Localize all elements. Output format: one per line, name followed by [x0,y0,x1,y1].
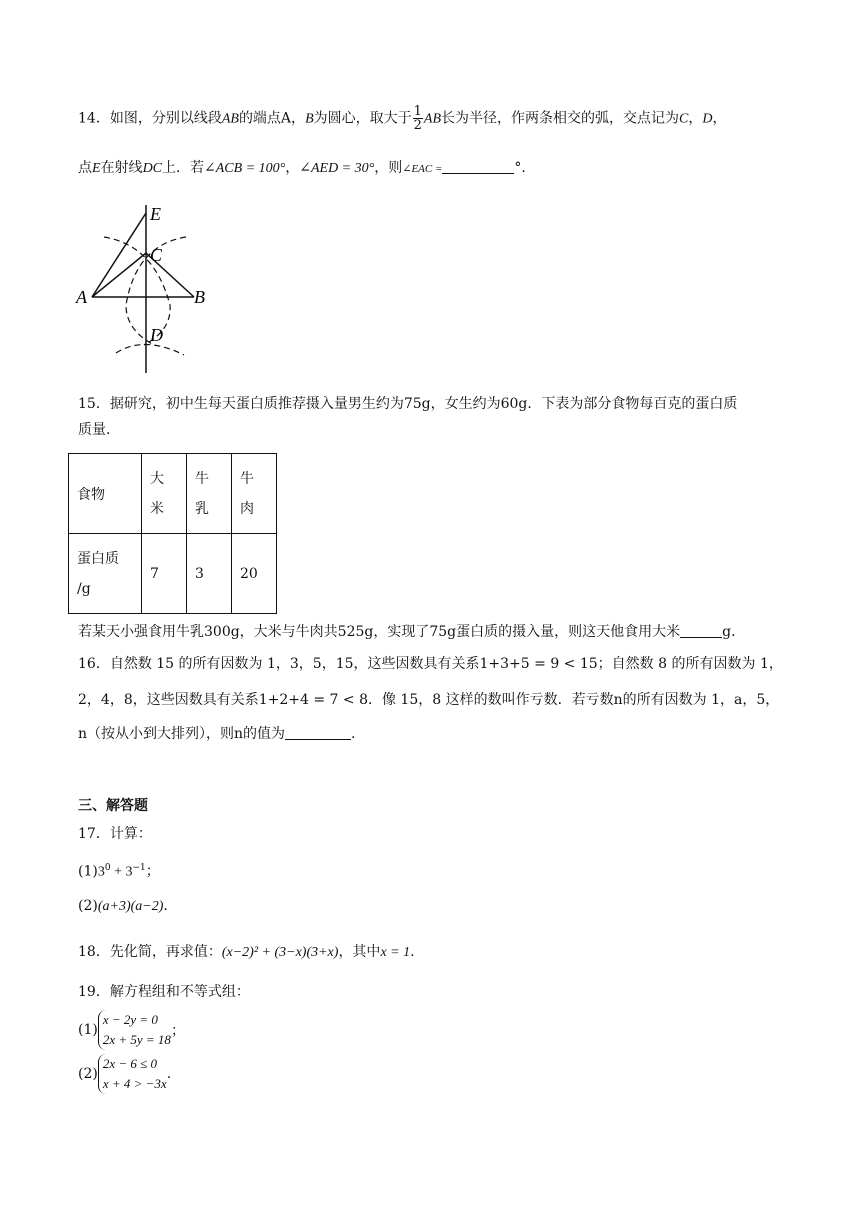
q14-text: 长为半径，作两条相交的弧，交点记为 [441,110,680,127]
segment-ac [92,253,146,297]
protein-table [68,453,277,614]
label-b: B [194,287,205,307]
label-a: A [76,287,87,307]
table-row [69,534,277,614]
table-header-cell: 大 米 [142,454,187,534]
table-row-label: 蛋白质 /g [69,534,142,614]
q16-line1: 16．自然数 15 的所有因数为 1，3，5，15，这些因数具有关系1+3+5 = 9 < 15；自然数 8 的所有因数为 1， [78,656,783,672]
math-b: B [305,111,314,127]
label-d: D [150,325,163,345]
table-cell: 3 [187,534,232,614]
table-header-cell: 牛 乳 [187,454,232,534]
math-c: C [679,111,689,127]
table-cell: 20 [232,534,277,614]
answer-blank [285,725,351,740]
arc-bottom [116,344,184,355]
math-ab: AB [423,111,442,127]
table-header-cell: 食物 [69,454,142,534]
section-title: 三、解答题 [78,798,148,814]
table-cell: 7 [142,534,187,614]
geometry-figure [74,195,224,380]
math-d: D [702,111,713,127]
q15-line1: 15．据研究，初中生每天蛋白质推荐摄入量男生约为75g，女生约为60g．下表为部分食物每百克的蛋白质 [78,396,738,412]
angle-acb: ∠ACB = 100° [204,161,286,176]
q14-text: 14．如图，分别以线段 [78,110,222,127]
q18-line: 18．先化简，再求值：(x−2)² + (3−x)(3+x)，其中x = 1. [78,944,415,960]
angle-eac: ∠EAC = [402,163,443,175]
q15-line3: 若某天小强食用牛乳300g，大米与牛肉共525g，实现了75g蛋白质的摄入量，则这天他食用大米 g． [78,624,746,640]
answer-blank [442,159,514,174]
q14-line2: 点E在射线DC上．若∠ACB = 100°，∠AED = 30°，则∠EAC = °. [78,160,526,176]
q14-text: 的端点A， [238,110,306,127]
q17-title: 17．计算： [78,826,152,842]
segment-ae [92,213,146,297]
label-e: E [150,204,161,224]
q14-text: 为圆心，取大于 [313,110,412,127]
math-ab: AB [221,111,239,127]
q15-line2: 质量． [78,422,120,438]
q19-part2: (2) 2x − 6 ≤ 0 x + 4 > −3x . [78,1054,171,1094]
math-dc: DC [142,161,163,176]
fraction-one-half: $\frac{1}{2}$ [413,104,422,133]
q19-title: 19．解方程组和不等式组： [78,984,250,1000]
q17-part2: (2)(a+3)(a−2). [78,898,168,914]
table-header-cell: 牛 肉 [232,454,277,534]
q16-line2: 2，4，8，这些因数具有关系1+2+4 = 7 < 8．像 15，8 这样的数叫作亏数．若亏数n的所有因数为 1，a，5， [78,692,780,708]
angle-aed: ∠AED = 30° [299,161,375,176]
label-c: C [150,245,163,265]
q17-part1: $(1)3^0 + 3^{-1}$； [78,863,160,880]
equation-system: x − 2y = 0 2x + 5y = 18 [98,1010,171,1050]
table-row [69,454,277,534]
q16-line3: n（按从小到大排列），则n的值为 . [78,726,356,742]
answer-blank [680,623,722,638]
math-e: E [92,161,101,176]
q14-line1: 14．如图，分别以线段AB的端点A，B为圆心，取大于 $\frac{1}{2}$ AB长为半径，作两条相交的弧，交点记为C，D， [78,104,727,133]
inequality-system: 2x − 6 ≤ 0 x + 4 > −3x [98,1054,167,1094]
q19-part1: (1) x − 2y = 0 2x + 5y = 18 ； [78,1010,185,1050]
